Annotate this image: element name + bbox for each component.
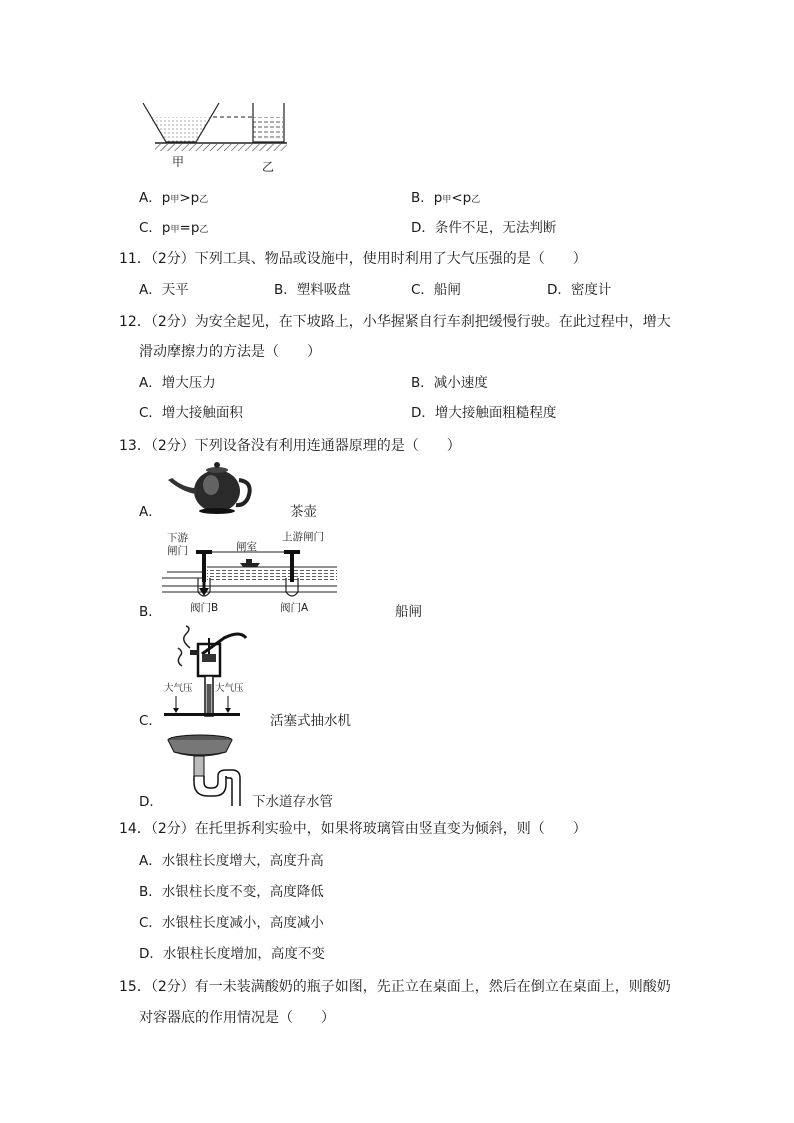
q10-option-c-sub2: 乙 — [199, 225, 209, 235]
lock-label-chamber: 闸室 — [236, 541, 257, 553]
container-diagram — [0, 0, 794, 180]
q13-option-b-letter[interactable]: B． — [139, 604, 162, 620]
q10-option-a-sub2: 乙 — [199, 195, 209, 205]
q10-option-c-prefix: C．p — [139, 220, 171, 236]
q13-option-d-letter[interactable]: D． — [139, 794, 163, 810]
q14-option-c[interactable]: C．水银柱长度减小，高度减小 — [139, 915, 324, 931]
q10-option-c-sub1: 甲 — [170, 225, 180, 235]
lock-label-upstream: 上游闸门 — [282, 531, 324, 543]
q12-option-a[interactable]: A．增大压力 — [139, 375, 216, 391]
label-jia: 甲 — [172, 155, 185, 169]
drain-trap-diagram — [162, 732, 262, 812]
q14-option-b[interactable]: B．水银柱长度不变，高度降低 — [139, 884, 324, 900]
lock-label-valve-a: 阀门A — [280, 602, 309, 614]
q10-option-b-sub2: 乙 — [471, 195, 481, 205]
q10-option-a-prefix: A．p — [139, 190, 171, 206]
q15-stem-line1: 15．（2分）有一未装满酸奶的瓶子如图，先正立在桌面上，然后在倒立在桌面上，则酸奶 — [119, 979, 671, 995]
q12-option-c[interactable]: C．增大接触面积 — [139, 405, 243, 421]
q12-stem-line2: 滑动摩擦力的方法是（ ） — [139, 344, 321, 360]
q11-option-c[interactable]: C．船闸 — [411, 282, 461, 298]
q13-stem: 13．（2分）下列设备没有利用连通器原理的是（ ） — [119, 438, 461, 454]
q10-option-b-sub1: 甲 — [442, 195, 452, 205]
q10-option-c[interactable] — [139, 219, 208, 239]
pump-label-atm-right: 大气压 — [215, 683, 244, 694]
q12-stem-line1: 12．（2分）为安全起见，在下坡路上，小华握紧自行车刹把缓慢行驶。在此过程中，增大 — [119, 314, 671, 330]
q13-option-a-letter[interactable]: A． — [139, 504, 162, 520]
q10-option-b-rel: <p — [451, 190, 472, 206]
q11-option-d[interactable]: D．密度计 — [547, 282, 612, 298]
q10-option-d[interactable]: D．条件不足，无法判断 — [411, 220, 557, 236]
q10-option-a-rel: >p — [179, 190, 200, 206]
q12-option-d[interactable]: D．增大接触面粗糙程度 — [411, 405, 557, 421]
q11-option-a[interactable]: A．天平 — [139, 282, 189, 298]
lock-label-valve-b: 阀门B — [190, 602, 219, 614]
q15-stem-line2: 对容器底的作用情况是（ ） — [139, 1010, 335, 1026]
q13-option-d-caption: 下水道存水管 — [252, 794, 333, 810]
lock-label-downstream-2: 闸门 — [167, 545, 188, 557]
q13-option-c-caption: 活塞式抽水机 — [270, 713, 351, 729]
pump-label-atm-left: 大气压 — [164, 683, 193, 694]
q10-option-a-sub1: 甲 — [170, 195, 180, 205]
teapot-icon — [162, 458, 262, 518]
piston-pump-diagram — [162, 626, 262, 726]
q12-option-b[interactable]: B．减小速度 — [411, 375, 488, 391]
q11-stem: 11．（2分）下列工具、物品或设施中，使用时利用了大气压强的是（ ） — [119, 251, 587, 267]
q10-option-a[interactable] — [139, 189, 208, 209]
q11-option-b[interactable]: B．塑料吸盘 — [274, 282, 351, 298]
q13-option-a-caption: 茶壶 — [290, 504, 317, 520]
q10-option-c-rel: =p — [179, 220, 200, 236]
q14-stem: 14．（2分）在托里拆利实验中，如果将玻璃管由竖直变为倾斜，则（ ） — [119, 821, 587, 837]
q14-option-a[interactable]: A．水银柱长度增大，高度升高 — [139, 853, 324, 869]
q10-option-b[interactable] — [411, 189, 480, 209]
q13-option-b-caption: 船闸 — [395, 604, 422, 620]
label-yi: 乙 — [262, 160, 275, 174]
q14-option-d[interactable]: D．水银柱长度增加，高度不变 — [139, 946, 325, 962]
lock-label-downstream-1: 下游 — [167, 532, 188, 544]
q13-option-c-letter[interactable]: C． — [139, 713, 162, 729]
q10-option-b-prefix: B．p — [411, 190, 443, 206]
